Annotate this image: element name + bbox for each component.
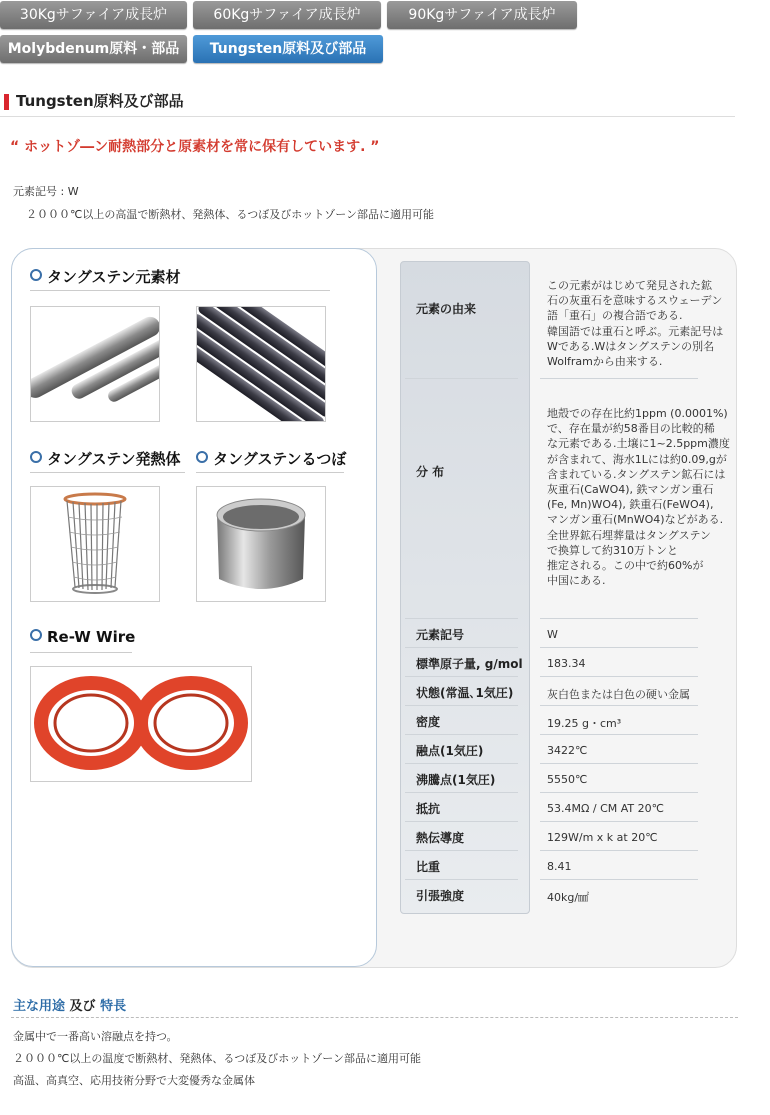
property-value: 5550℃ — [547, 773, 588, 786]
row-divider — [540, 763, 698, 764]
tab-tungsten[interactable]: Tungsten原料及び部品 — [193, 35, 383, 63]
row-divider — [540, 821, 698, 822]
row-divider — [540, 647, 698, 648]
property-label: 引張強度 — [416, 889, 465, 903]
property-value: 灰白色または白色の硬い金属 — [547, 688, 690, 701]
property-value: 3422℃ — [547, 744, 588, 757]
row-divider — [405, 734, 518, 735]
divider — [196, 472, 344, 473]
property-label: 比重 — [416, 860, 441, 874]
row-divider — [405, 618, 518, 619]
tungsten-rods-image — [30, 306, 160, 422]
property-label: 抵抗 — [416, 802, 441, 816]
feature-item: 高温、高真空、応用技術分野で大変優秀な金属体 — [13, 1074, 255, 1087]
bullet-icon — [30, 629, 42, 641]
tab-60kg-furnace[interactable]: 60Kgサファイア成長炉 — [193, 1, 381, 29]
row-divider — [540, 734, 698, 735]
property-label: 融点(1気圧) — [416, 744, 484, 758]
divider — [30, 652, 132, 653]
feature-item: 金属中で一番高い溶融点を持つ。 — [13, 1030, 178, 1043]
divider — [30, 290, 330, 291]
divider — [11, 1017, 738, 1018]
property-value: 183.34 — [547, 657, 586, 670]
row-divider — [540, 705, 698, 706]
product-title-wire: Re-W Wire — [30, 628, 135, 646]
row-divider — [540, 378, 698, 379]
row-divider — [405, 763, 518, 764]
bullet-icon — [196, 451, 208, 463]
property-value: 40kg/㎟ — [547, 891, 590, 904]
tungsten-crucible-image — [196, 486, 326, 602]
tungsten-heater-image — [30, 486, 160, 602]
bullet-icon — [30, 451, 42, 463]
property-label: 元素記号 — [416, 628, 465, 642]
property-value: この元素がはじめて発見された鉱 石の灰重石を意味するスウェーデン 語「重石」の複合語である. 韓国語では重石と呼ぶ。元素記号は Wである.Wはタングステンの別名 Wolframから由来する. — [547, 279, 724, 369]
section-header — [0, 90, 735, 117]
row-divider — [405, 821, 518, 822]
product-title-crucible: タングステンるつぼ — [196, 448, 346, 469]
row-divider — [540, 879, 698, 880]
property-label: 状態(常温､1気圧) — [416, 686, 514, 700]
features-heading: 主な用途 及び 特長 — [13, 999, 127, 1014]
row-divider — [405, 705, 518, 706]
element-symbol-text: 元素記号 : W — [13, 185, 79, 198]
property-label: 分 布 — [416, 465, 445, 479]
tab-90kg-furnace[interactable]: 90Kgサファイア成長炉 — [387, 1, 577, 29]
property-label: 標準原子量, g/mol — [416, 657, 523, 671]
title-accent-bar — [4, 94, 9, 110]
row-divider — [540, 618, 698, 619]
property-value: 19.25 g・cm³ — [547, 717, 622, 730]
row-divider — [405, 378, 518, 379]
tab-molybdenum[interactable]: Molybdenum原料・部品 — [0, 35, 187, 63]
property-value: 8.41 — [547, 860, 572, 873]
property-value: 地殻での存在比約1ppm (0.0001%) で、存在量が約58番目の比較的稀 な元素である.土壌に1~2.5ppm濃度 が含まれて、海水1Lには約0.09,gが 含まれている.タングステン鉱石には 灰重石(CaWO4), 鉄マンガン重石 (Fe, Mn)WO4), 鉄重石(FeWO4), マンガン重石(MnWO4)などがある. 全世界鉱石埋葬量はタングステン で換算して約310万トンと 推定される。この中で約60%が 中国にある. — [547, 407, 730, 588]
property-value: 53.4MΩ / CM AT 20℃ — [547, 802, 664, 815]
slogan: “ ホットゾ―ン耐熱部分と原素材を常に保有しています. ” — [10, 139, 380, 155]
product-title-element: タングステン元素材 — [30, 266, 181, 287]
tab-30kg-furnace[interactable]: 30Kgサファイア成長炉 — [0, 1, 187, 29]
row-divider — [405, 647, 518, 648]
property-label: 元素の由来 — [416, 302, 477, 316]
row-divider — [540, 792, 698, 793]
application-text: ２０００℃以上の高温で断熱材、発熱体、るつぼ及びホットゾーン部品に適用可能 — [26, 208, 435, 221]
bullet-icon — [30, 269, 42, 281]
property-label: 熱伝導度 — [416, 831, 465, 845]
product-title-heater: タングステン発熱体 — [30, 448, 181, 469]
property-value: W — [547, 628, 558, 641]
property-label: 沸騰点(1気圧) — [416, 773, 496, 787]
divider — [30, 472, 185, 473]
row-divider — [405, 850, 518, 851]
property-value: 129W/m x k at 20℃ — [547, 831, 658, 844]
page-title: Tungsten原料及び部品 — [16, 92, 184, 110]
tungsten-bars-image — [196, 306, 326, 422]
row-divider — [540, 676, 698, 677]
row-divider — [405, 879, 518, 880]
re-w-wire-image — [30, 666, 252, 782]
row-divider — [540, 850, 698, 851]
row-divider — [405, 676, 518, 677]
feature-item: ２０００℃以上の温度で断熱材、発熱体、るつぼ及びホットゾーン部品に適用可能 — [13, 1052, 422, 1065]
row-divider — [405, 792, 518, 793]
property-label: 密度 — [416, 715, 441, 729]
